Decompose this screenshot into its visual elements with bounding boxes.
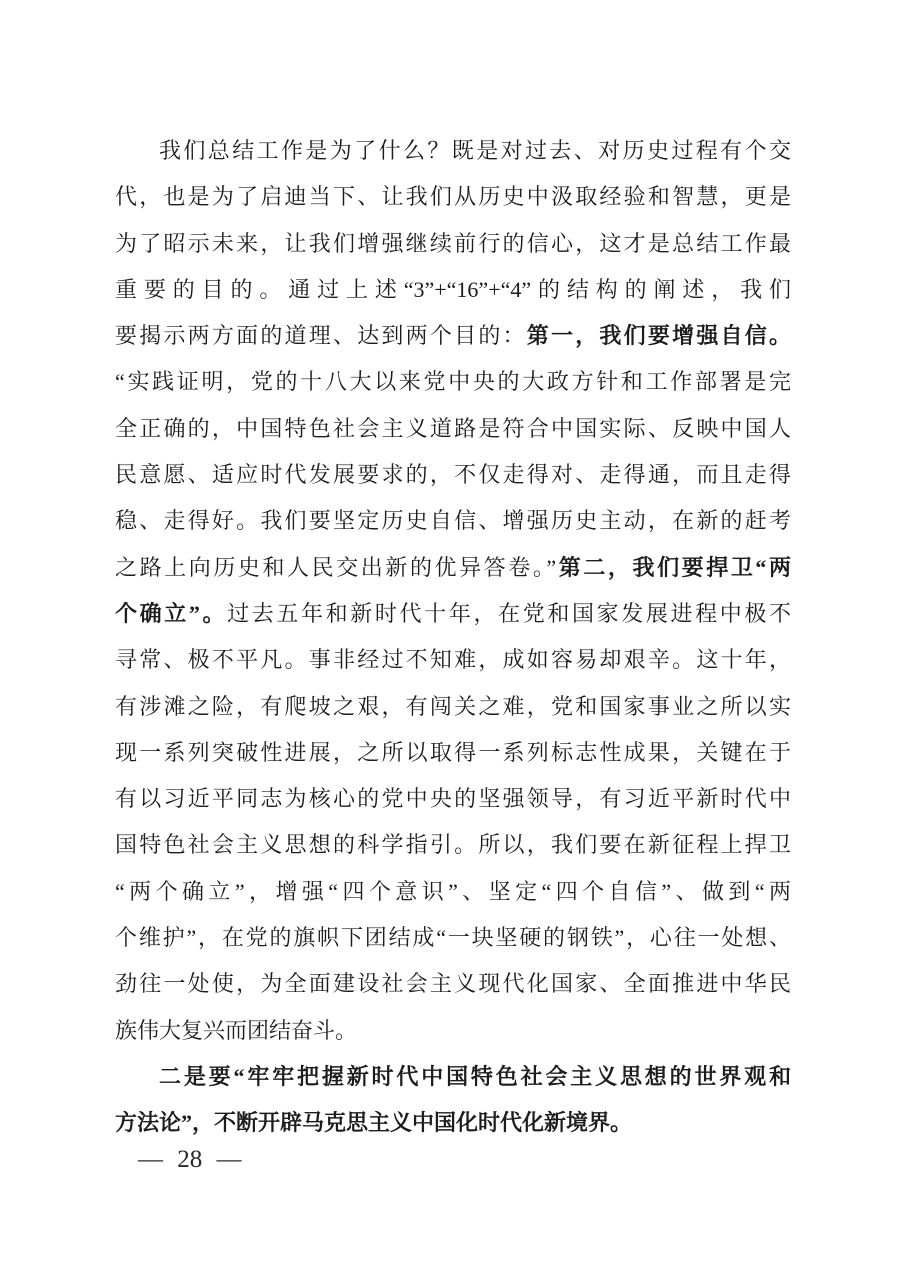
text-line	[115, 267, 791, 313]
text-run: 现一系列突破性进展，之所以取得一系列标志性成果，关键在于	[115, 739, 791, 765]
text-run: 有涉滩之险，有爬坡之艰，有闯关之难，党和国家事业之所以实	[115, 693, 791, 719]
text-run: 寻常、极不平凡。事非经过不知难，成如容易却艰辛。这十年，	[115, 647, 791, 673]
text-run: “两个确立”，增强“四个意识”、坚定“四个自信”、做到“两	[115, 878, 791, 904]
text-line	[115, 406, 791, 452]
text-run: 族伟大复兴而团结奋斗。	[115, 1017, 358, 1043]
text-line	[115, 961, 791, 1007]
emphasis-text-run: 第一，我们要增强自信。	[526, 323, 791, 349]
text-line	[115, 869, 791, 915]
text-line	[115, 1054, 791, 1100]
body-text	[115, 128, 791, 1147]
text-line	[115, 128, 791, 174]
emphasis-text-run: 个确立”。	[115, 600, 228, 626]
text-line	[115, 313, 791, 359]
text-line	[115, 452, 791, 498]
text-line	[115, 1008, 791, 1054]
text-line	[115, 915, 791, 961]
text-line	[115, 591, 791, 637]
text-line	[115, 174, 791, 220]
page-number: — 28 —	[138, 1146, 242, 1173]
text-run: 全正确的，中国特色社会主义道路是符合中国实际、反映中国人	[115, 415, 791, 441]
text-line	[115, 221, 791, 267]
text-run: 国特色社会主义思想的科学指引。所以，我们要在新征程上捍卫	[115, 832, 791, 858]
emphasis-text-run: 第二，我们要捍卫“两	[556, 554, 791, 580]
emphasis-text-run: 二是要“牢牢把握新时代中国特色社会主义思想的世界观和	[159, 1063, 791, 1089]
text-line	[115, 359, 791, 405]
text-run: 代，也是为了启迪当下、让我们从历史中汲取经验和智慧，更是	[115, 184, 791, 210]
emphasis-text-run: 方法论”，不断开辟马克思主义中国化时代化新境界。	[115, 1110, 633, 1136]
text-run: 为了昭示未来，让我们增强继续前行的信心，这才是总结工作最	[115, 230, 791, 256]
page-footer	[138, 1140, 242, 1180]
text-run: 有以习近平同志为核心的党中央的坚强领导，有习近平新时代中	[115, 786, 791, 812]
text-run: 民意愿、适应时代发展要求的，不仅走得对、走得通，而且走得	[115, 462, 791, 488]
text-line	[115, 498, 791, 544]
text-line	[115, 822, 791, 868]
text-line	[115, 776, 791, 822]
text-line	[115, 730, 791, 776]
text-run: 稳、走得好。我们要坚定历史自信、增强历史主动，在新的赶考	[115, 508, 791, 534]
text-run: 要揭示两方面的道理、达到两个目的：	[115, 323, 527, 349]
text-run: 过去五年和新时代十年，在党和国家发展进程中极不	[227, 600, 791, 626]
text-run: “实践证明，党的十八大以来党中央的大政方针和工作部署是完	[115, 369, 791, 395]
text-run: 重要的目的。通过上述“3”+“16”+“4”的结构的阐述，我们	[115, 276, 791, 302]
text-run: 个维护”，在党的旗帜下团结成“一块坚硬的钢铁”，心往一处想、	[115, 925, 791, 951]
text-line	[115, 545, 791, 591]
text-line	[115, 637, 791, 683]
text-run: 劲往一处使，为全面建设社会主义现代化国家、全面推进中华民	[115, 971, 791, 997]
text-run: 我们总结工作是为了什么？既是对过去、对历史过程有个交	[159, 138, 791, 163]
text-line	[115, 684, 791, 730]
text-run: 之路上向历史和人民交出新的优异答卷。”	[115, 554, 557, 580]
